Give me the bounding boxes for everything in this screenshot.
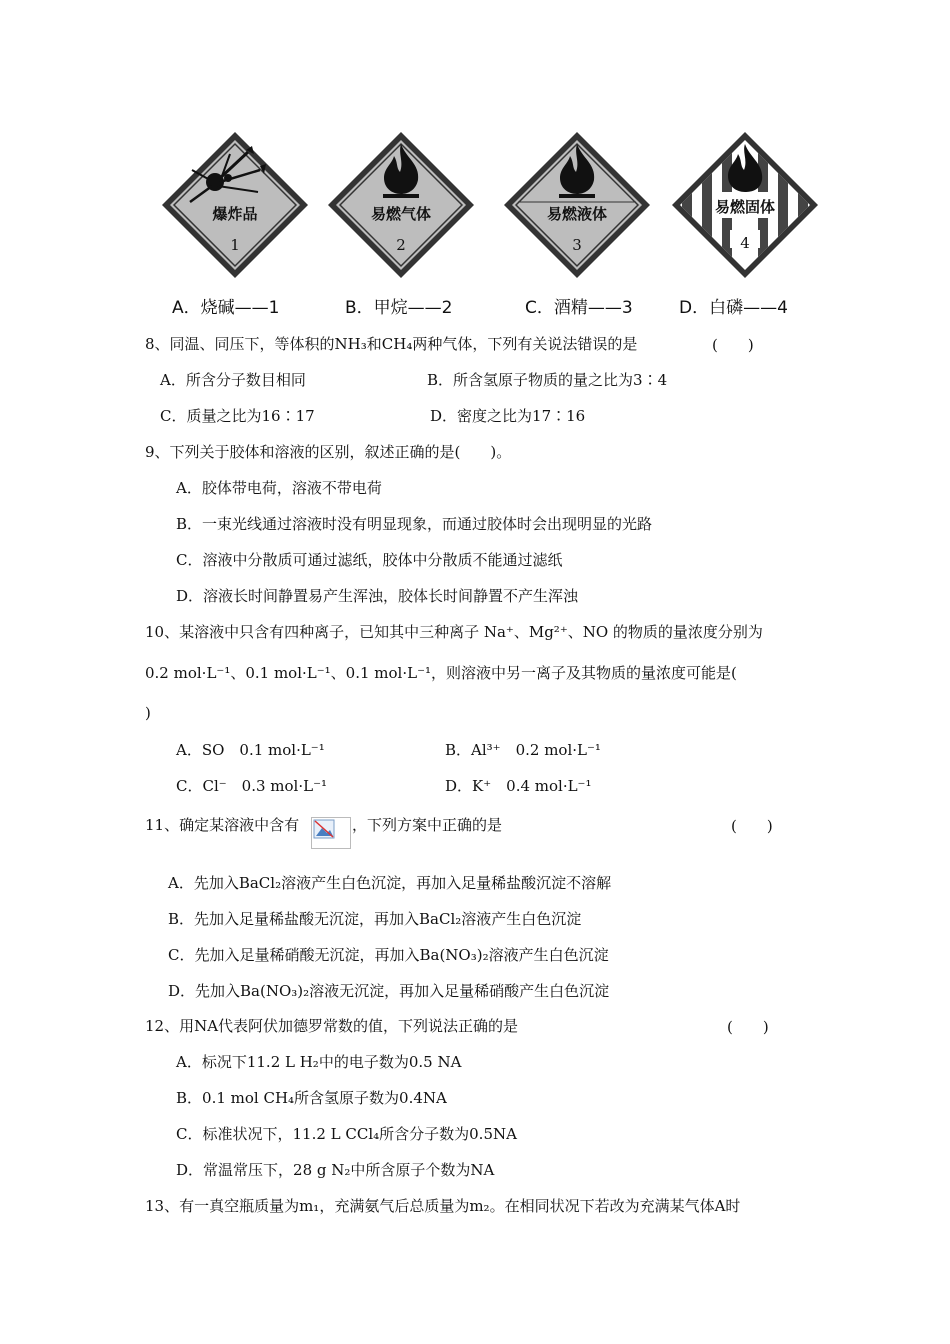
q11-answer-paren: ( )	[731, 817, 773, 835]
q8-answer-paren: ( )	[712, 336, 754, 354]
option-caption-d: D．白磷——4	[679, 298, 788, 318]
q8-option-a: A．所含分子数目相同	[160, 371, 306, 389]
option-caption-c: C．酒精——3	[525, 298, 633, 318]
q11-option-c: C．先加入足量稀硝酸无沉淀，再加入Ba(NO₃)₂溶液产生白色沉淀	[168, 946, 609, 964]
sign-number-2: 2	[396, 236, 406, 254]
q10-stem-line1: 10、某溶液中只含有四种离子，已知其中三种离子 Na⁺、Mg²⁺、NO 的物质的量浓度分别为	[145, 623, 763, 641]
q12-option-b: B．0.1 mol CH₄所含氢原子数为0.4NA	[176, 1089, 447, 1107]
sign-number-3: 3	[572, 236, 582, 254]
q8-option-d: D．密度之比为17∶16	[430, 407, 586, 425]
q12-option-a: A．标况下11.2 L H₂中的电子数为0.5 NA	[176, 1053, 462, 1071]
q11-stem-after: ，下列方案中正确的是	[352, 816, 503, 834]
q9-option-b: B．一束光线通过溶液时没有明显现象，而通过胶体时会出现明显的光路	[176, 515, 653, 533]
sign-label-3: 易燃液体	[546, 205, 607, 223]
q10-stem-line3: )	[145, 704, 151, 722]
q11-option-b: B．先加入足量稀盐酸无沉淀，再加入BaCl₂溶液产生白色沉淀	[168, 910, 582, 928]
q13-stem: 13、有一真空瓶质量为m₁，充满氨气后总质量为m₂。在相同状况下若改为充满某气体A时	[145, 1197, 741, 1215]
q10-stem-line2: 0.2 mol·L⁻¹、0.1 mol·L⁻¹、0.1 mol·L⁻¹，则溶液中另一离子及其物质的量浓度可能是(	[145, 664, 737, 682]
sign-label-4: 易燃固体	[714, 198, 775, 216]
q10-option-d: D．K⁺ 0.4 mol·L⁻¹	[445, 777, 592, 795]
option-caption-b: B．甲烷——2	[345, 298, 453, 318]
q11-stem-before: 11、确定某溶液中含有	[145, 816, 300, 834]
sign-label-2: 易燃气体	[370, 205, 431, 223]
q8-option-b: B．所含氢原子物质的量之比为3∶4	[427, 371, 668, 389]
q9-stem: 9、下列关于胶体和溶液的区别，叙述正确的是( )。	[145, 443, 512, 461]
sign-number-4: 4	[740, 234, 750, 252]
q10-option-a: A．SO 0.1 mol·L⁻¹	[176, 741, 325, 759]
sign-label-1: 爆炸品	[212, 205, 258, 223]
q9-option-c: C．溶液中分散质可通过滤纸，胶体中分散质不能通过滤纸	[176, 551, 563, 569]
q9-option-d: D．溶液长时间静置易产生浑浊，胶体长时间静置不产生浑浊	[176, 587, 579, 605]
broken-image-icon	[311, 817, 351, 849]
sign-number-1: 1	[230, 236, 240, 254]
q10-option-b: B．Al³⁺ 0.2 mol·L⁻¹	[445, 741, 601, 759]
q12-option-c: C．标准状况下，11.2 L CCl₄所含分子数为0.5NA	[176, 1125, 517, 1143]
option-caption-a: A．烧碱——1	[172, 298, 280, 318]
q12-option-d: D．常温常压下，28 g N₂中所含原子个数为NA	[176, 1161, 495, 1179]
q9-option-a: A．胶体带电荷，溶液不带电荷	[176, 479, 382, 497]
q11-option-d: D．先加入Ba(NO₃)₂溶液无沉淀，再加入足量稀硝酸产生白色沉淀	[168, 982, 610, 1000]
q10-option-c: C．Cl⁻ 0.3 mol·L⁻¹	[176, 777, 328, 795]
q11-option-a: A．先加入BaCl₂溶液产生白色沉淀，再加入足量稀盐酸沉淀不溶解	[168, 874, 612, 892]
q12-stem: 12、用NA代表阿伏加德罗常数的值，下列说法正确的是	[145, 1017, 519, 1035]
q8-stem: 8、同温、同压下，等体积的NH₃和CH₄两种气体，下列有关说法错误的是	[145, 335, 638, 353]
q8-option-c: C．质量之比为16∶17	[160, 407, 315, 425]
q12-answer-paren: ( )	[727, 1018, 769, 1036]
